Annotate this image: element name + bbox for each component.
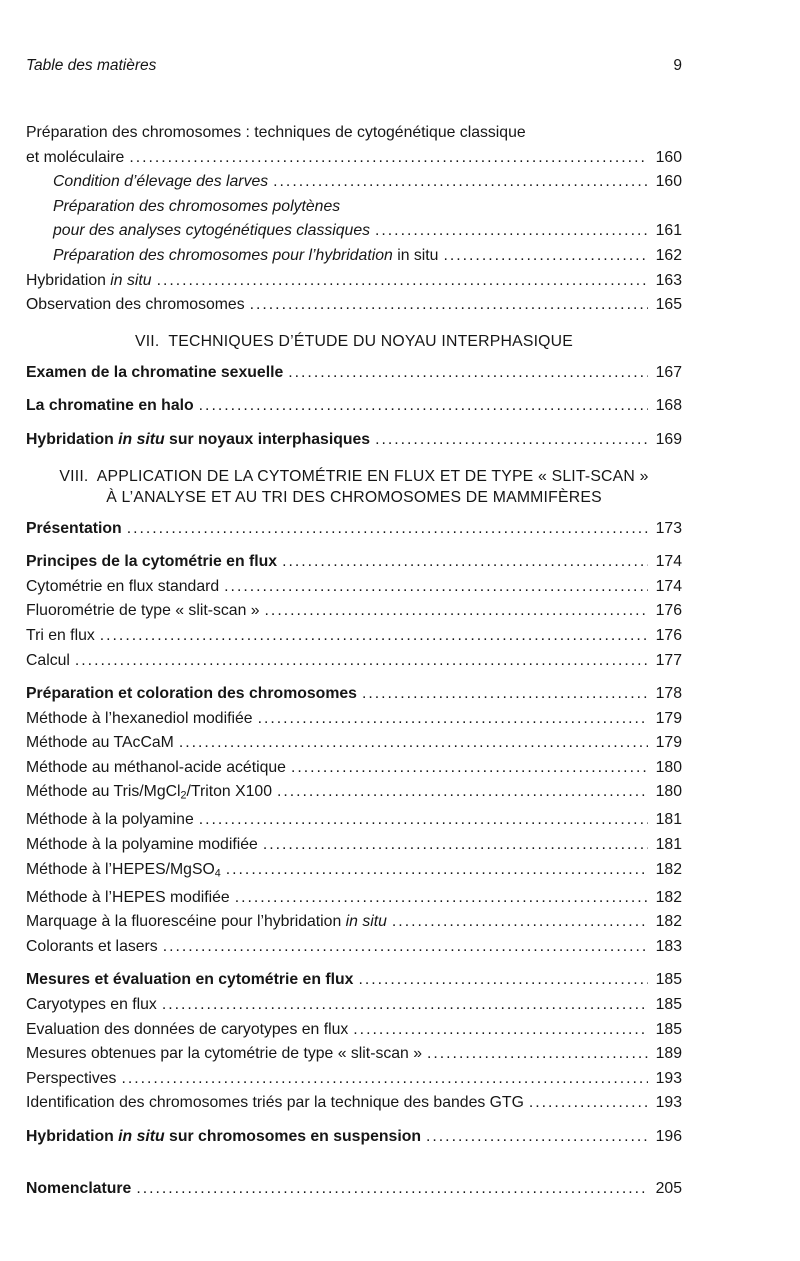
toc-entry-row bbox=[26, 1091, 682, 1116]
dot-leader bbox=[426, 1125, 648, 1150]
dot-leader bbox=[427, 1042, 648, 1067]
section-heading-line: VII. TECHNIQUES D’ÉTUDE DU NOYAU INTERPHASIQUE bbox=[134, 332, 574, 350]
dot-leader bbox=[226, 858, 648, 883]
toc-page-number: 182 bbox=[655, 860, 682, 878]
toc-entry-row bbox=[26, 1042, 682, 1067]
section-heading bbox=[26, 466, 682, 508]
toc-entry-label: Méthode au méthanol-acide acétique bbox=[26, 758, 286, 776]
page-header bbox=[26, 56, 682, 75]
dot-leader bbox=[263, 833, 648, 858]
toc-entry-row bbox=[26, 808, 682, 833]
dot-leader bbox=[353, 1018, 648, 1043]
toc-entry-label: Principes de la cytométrie en flux bbox=[26, 553, 278, 571]
toc-page-number: 167 bbox=[655, 363, 682, 381]
toc-page-number: 160 bbox=[655, 173, 682, 191]
toc-entry bbox=[26, 935, 682, 960]
toc-page-number: 178 bbox=[655, 685, 682, 703]
toc-page-number: 176 bbox=[655, 602, 682, 620]
dot-leader bbox=[100, 624, 648, 649]
toc-entry-label: Méthode à l’hexanediol modifiée bbox=[26, 709, 253, 727]
toc-entry bbox=[26, 1042, 682, 1067]
toc-entry-row bbox=[26, 833, 682, 858]
toc-entry-row bbox=[26, 293, 682, 318]
dot-leader bbox=[199, 808, 648, 833]
dot-leader bbox=[358, 968, 648, 993]
toc-entry-label: Examen de la chromatine sexuelle bbox=[26, 363, 284, 381]
toc-entry bbox=[26, 682, 682, 707]
toc-entry-row bbox=[26, 624, 682, 649]
toc-page-number: 193 bbox=[655, 1094, 682, 1112]
toc-entry-row bbox=[26, 1067, 682, 1092]
toc-entry-row bbox=[26, 858, 682, 886]
toc-page-number: 193 bbox=[655, 1069, 682, 1087]
toc-entry bbox=[26, 910, 682, 935]
toc-entry-label: Colorants et lasers bbox=[26, 937, 158, 955]
toc-entry-row bbox=[26, 910, 682, 935]
toc-page-number: 179 bbox=[655, 734, 682, 752]
toc-entry bbox=[26, 121, 682, 170]
toc-entry-row bbox=[26, 361, 682, 386]
toc-entry bbox=[26, 361, 682, 386]
running-title: Table des matières bbox=[26, 57, 157, 74]
toc-entry-label: Mesures obtenues par la cytométrie de type « slit-scan » bbox=[26, 1045, 422, 1063]
toc-entry-label: Cytométrie en flux standard bbox=[26, 577, 220, 595]
toc-page-number: 176 bbox=[655, 626, 682, 644]
toc-entry-label: Fluorométrie de type « slit-scan » bbox=[26, 602, 260, 620]
toc-entry bbox=[26, 1177, 682, 1202]
toc-page-number: 183 bbox=[655, 937, 682, 955]
toc-entry-row bbox=[26, 146, 682, 171]
toc-entry bbox=[26, 575, 682, 600]
toc-page-number: 185 bbox=[655, 1020, 682, 1038]
toc-entry-label: Préparation des chromosomes pour l’hybridation in situ bbox=[53, 246, 439, 264]
toc-entry-line: Préparation des chromosomes polytènes bbox=[53, 197, 341, 215]
dot-leader bbox=[362, 682, 648, 707]
toc-entry-row bbox=[26, 394, 682, 419]
toc-entry-row bbox=[26, 428, 682, 453]
toc-entry bbox=[26, 780, 682, 808]
dot-leader bbox=[157, 269, 648, 294]
toc-entry bbox=[26, 599, 682, 624]
toc-entry-row bbox=[26, 968, 682, 993]
toc-page-number: 182 bbox=[655, 913, 682, 931]
toc-entry-label: Méthode au TAcCaM bbox=[26, 734, 174, 752]
toc-entry-label: Mesures et évaluation en cytométrie en flux bbox=[26, 971, 354, 989]
toc-page-number: 185 bbox=[655, 995, 682, 1013]
section-heading-line: VIII. APPLICATION DE LA CYTOMÉTRIE EN FLUX ET DE TYPE « SLIT-SCAN » bbox=[59, 467, 649, 485]
dot-leader bbox=[277, 780, 648, 805]
toc-entry bbox=[26, 624, 682, 649]
toc-entry-label: Présentation bbox=[26, 519, 122, 537]
toc-entry-row bbox=[26, 756, 682, 781]
toc-page-number: 189 bbox=[655, 1045, 682, 1063]
toc-entry bbox=[26, 858, 682, 886]
toc-entry-label: Méthode à l’HEPES/MgSO$_4$ bbox=[26, 860, 221, 879]
toc-page-number: 169 bbox=[655, 430, 682, 448]
toc-page-number: 182 bbox=[655, 888, 682, 906]
dot-leader bbox=[179, 731, 648, 756]
dot-leader bbox=[443, 244, 648, 269]
dot-leader bbox=[265, 599, 648, 624]
toc-entry bbox=[26, 993, 682, 1018]
toc-page-number: 180 bbox=[655, 783, 682, 801]
toc-entry-row bbox=[26, 599, 682, 624]
toc-entry-row bbox=[26, 550, 682, 575]
dot-leader bbox=[162, 993, 648, 1018]
dot-leader bbox=[127, 517, 648, 542]
dot-leader bbox=[392, 910, 648, 935]
dot-leader bbox=[375, 428, 648, 453]
toc-entry-row bbox=[26, 707, 682, 732]
toc-entry-row bbox=[26, 1125, 682, 1150]
toc-entry-label: Hybridation in situ sur noyaux interphasiques bbox=[26, 430, 371, 448]
toc-page-number: 160 bbox=[655, 148, 682, 166]
toc-entry bbox=[26, 833, 682, 858]
toc-entry-row bbox=[26, 682, 682, 707]
toc-entry bbox=[26, 808, 682, 833]
dot-leader bbox=[282, 550, 648, 575]
toc-entry-row bbox=[26, 649, 682, 674]
toc-page-number: 174 bbox=[655, 577, 682, 595]
toc-entry-row bbox=[53, 170, 682, 195]
toc-page-number: 165 bbox=[655, 296, 682, 314]
toc-entry-row bbox=[26, 935, 682, 960]
toc-entry-row bbox=[26, 269, 682, 294]
toc-page-number: 205 bbox=[655, 1179, 682, 1197]
toc-entry-label: Nomenclature bbox=[26, 1179, 132, 1197]
toc-entry-row bbox=[53, 244, 682, 269]
dot-leader bbox=[129, 146, 648, 171]
toc-page-number: 162 bbox=[655, 246, 682, 264]
toc-entry-label: Méthode à la polyamine modifiée bbox=[26, 836, 258, 854]
toc-entry-line: Préparation des chromosomes : techniques de cytogénétique classique bbox=[26, 124, 526, 141]
toc-entry bbox=[26, 517, 682, 542]
toc-entry bbox=[26, 394, 682, 419]
toc-entry bbox=[26, 707, 682, 732]
toc-page-number: 185 bbox=[655, 971, 682, 989]
dot-leader bbox=[235, 886, 648, 911]
toc-entry-row bbox=[26, 993, 682, 1018]
toc-page-number: 180 bbox=[655, 758, 682, 776]
toc bbox=[26, 121, 682, 1201]
dot-leader bbox=[258, 707, 648, 732]
toc-entry bbox=[26, 731, 682, 756]
toc-entry-label: Observation des chromosomes bbox=[26, 296, 245, 314]
dot-leader bbox=[224, 575, 648, 600]
toc-entry bbox=[26, 244, 682, 269]
dot-leader bbox=[375, 219, 648, 244]
toc-entry-row bbox=[26, 886, 682, 911]
dot-leader bbox=[121, 1067, 648, 1092]
toc-entry bbox=[26, 756, 682, 781]
toc-entry-label: Méthode à l’HEPES modifiée bbox=[26, 888, 230, 906]
dot-leader bbox=[250, 293, 648, 318]
toc-entry-label: et moléculaire bbox=[26, 148, 125, 166]
toc-entry-row bbox=[26, 731, 682, 756]
toc-page-number: 181 bbox=[655, 811, 682, 829]
dot-leader bbox=[529, 1091, 648, 1116]
toc-page-number: 161 bbox=[655, 222, 682, 240]
toc-entry bbox=[26, 968, 682, 993]
toc-entry-label: Evaluation des données de caryotypes en flux bbox=[26, 1020, 349, 1038]
toc-page-number: 177 bbox=[655, 651, 682, 669]
toc-entry bbox=[26, 428, 682, 453]
toc-entry bbox=[26, 649, 682, 674]
toc-page-number: 163 bbox=[655, 271, 682, 289]
toc-page-number: 196 bbox=[655, 1127, 682, 1145]
toc-entry bbox=[26, 293, 682, 318]
toc-page-number: 168 bbox=[655, 397, 682, 415]
toc-entry-label: Condition d’élevage des larves bbox=[53, 173, 269, 191]
toc-entry bbox=[26, 1067, 682, 1092]
toc-entry-label: Marquage à la fluorescéine pour l’hybridation in situ bbox=[26, 913, 387, 931]
section-heading bbox=[26, 331, 682, 352]
toc-entry-label: Identification des chromosomes triés par la technique des bandes GTG bbox=[26, 1094, 524, 1112]
dot-leader bbox=[75, 649, 648, 674]
page-number: 9 bbox=[673, 57, 682, 74]
toc-entry-label: Caryotypes en flux bbox=[26, 995, 157, 1013]
toc-entry-label: Perspectives bbox=[26, 1069, 117, 1087]
dot-leader bbox=[163, 935, 648, 960]
toc-entry bbox=[26, 1091, 682, 1116]
toc-entry-row bbox=[26, 1018, 682, 1043]
toc-entry bbox=[26, 269, 682, 294]
toc-entry-row bbox=[53, 219, 682, 244]
toc-entry-label: Méthode à la polyamine bbox=[26, 811, 194, 829]
section-heading-line: À L’ANALYSE ET AU TRI DES CHROMOSOMES DE MAMMIFÈRES bbox=[106, 488, 602, 506]
toc-entry-label: Calcul bbox=[26, 651, 70, 669]
dot-leader bbox=[288, 361, 648, 386]
toc-entry-row bbox=[26, 517, 682, 542]
toc-entry-label: Hybridation in situ sur chromosomes en suspension bbox=[26, 1127, 422, 1145]
toc-entry-row bbox=[26, 780, 682, 808]
toc-entry-label: La chromatine en halo bbox=[26, 397, 194, 415]
toc-entry-label: Préparation et coloration des chromosomes bbox=[26, 685, 357, 703]
toc-entry bbox=[26, 170, 682, 195]
toc-page-number: 174 bbox=[655, 553, 682, 571]
toc-entry-label: Tri en flux bbox=[26, 626, 95, 644]
toc-entry-row bbox=[26, 1177, 682, 1202]
toc-entry-label: Hybridation in situ bbox=[26, 271, 152, 289]
toc-entry bbox=[26, 1125, 682, 1150]
toc-page-number: 179 bbox=[655, 709, 682, 727]
toc-entry-label: Méthode au Tris/MgCl$_2$/Triton X100 bbox=[26, 783, 272, 802]
toc-entry bbox=[26, 886, 682, 911]
dot-leader bbox=[136, 1177, 648, 1202]
toc-entry-label: pour des analyses cytogénétiques classiques bbox=[53, 222, 371, 240]
toc-page-number: 181 bbox=[655, 836, 682, 854]
toc-page-number: 173 bbox=[655, 519, 682, 537]
toc-entry bbox=[26, 1018, 682, 1043]
dot-leader bbox=[273, 170, 648, 195]
dot-leader bbox=[291, 756, 648, 781]
toc-entry-row bbox=[26, 575, 682, 600]
toc-entry bbox=[26, 195, 682, 244]
dot-leader bbox=[199, 394, 648, 419]
toc-entry bbox=[26, 550, 682, 575]
